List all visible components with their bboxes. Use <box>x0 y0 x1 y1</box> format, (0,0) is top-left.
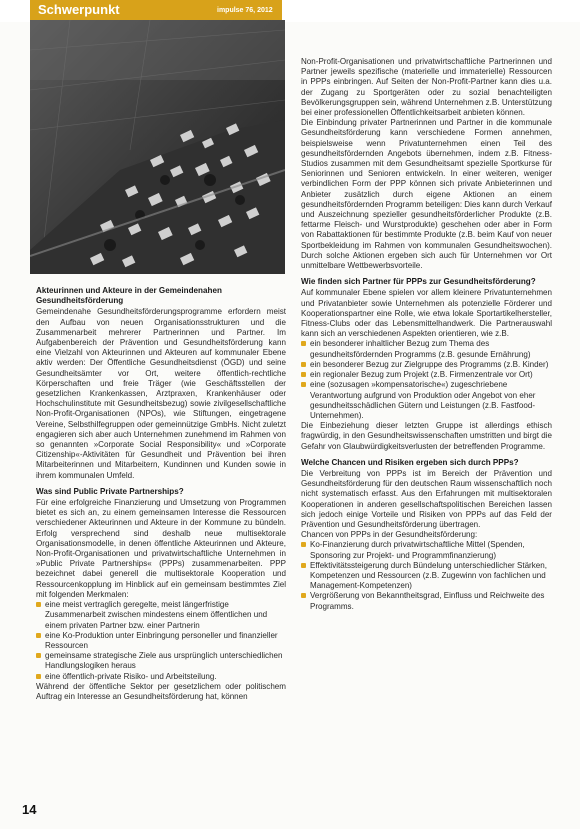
list-item: eine öffentlich-private Risiko- und Arbeitsteilung. <box>36 672 286 682</box>
paragraph-chances-risks: Die Verbreitung von PPPs ist im Bereich der Prävention und Gesundheitsförderung für den deutschen Raum wissenschaftlich noch nicht systematisch erfasst. Aus den Erfahrungen mit multisektoralen Kooperationen in anderen gesellschaftspolitischen Bereichen lassen sich jedoch einige Vorteile und Risiken von PPPs auf das Feld der Prävention und Gesundheitsförderung übertragen. <box>301 468 552 529</box>
list-item: Ko-Finanzierung durch privatwirtschaftliche Mittel (Spenden, Sponsoring zur Projekt- und Programmfinanzierung) <box>301 540 552 560</box>
list-item: ein besonderer inhaltlicher Bezug zum Thema des gesundheitsfördernden Programms (z.B. gesunde Ernährung) <box>301 339 552 359</box>
ppp-features-list <box>36 600 286 682</box>
list-item: ein besonderer Bezug zur Zielgruppe des Programms (z.B. Kinder) <box>301 360 552 370</box>
list-item: Effektivitätssteigerung durch Bündelung unterschiedlicher Stärken, Kompetenzen und Ressourcen (z.B. Zugewinn von fachlichen und Management-Kompetenzen) <box>301 561 552 592</box>
paragraph-ppp-continued: Während der öffentliche Sektor per gesetzlichem oder politischem Auftrag ein Interesse an Gesundheitsförderung hat, können <box>36 681 286 701</box>
heading-ppp-definition: Was sind Public Private Partnerships? <box>36 486 184 496</box>
paragraph-chances-intro: Chancen von PPPs in der Gesundheitsförderung: <box>301 530 478 540</box>
paragraph-private-partners: Die Einbindung privater Partnerinnen und Partner in die kommunale Gesundheitsförderung kann verschiedene Formen annehmen, beispielsweise wenn Privatunternehmen einen Teil des gesundheitsfördernden Angebots übernehmen, indem z.B. Fitness-Studios zusammen mit dem Gesundheitsamt spezielle Sportkurse für Seniorinnen und Senioren entwickeln. In einer weiteren, weniger verbindlichen Form der PPP können sich private Anbieterinnen und Anbieter zusätzlich durch eigene Aktionen an einem gesundheitsfördernden Programm beteiligen: Dies kann durch Verkauf und Auszeichnung spezieller gesundheitsförderlicher Produkte (z.B. fettarme Fleisch- und Wurstprodukte) geschehen oder aber in Form von Rabattaktionen für bestimmte Produkte (z.B. beim Kauf von neuer Sportbekleidung im Rahmen von kommunalen Gesundheitswochen). Durch solche Aktionen ergeben sich auch für Unternehmen vor Ort unmittelbare Wettbewerbsvorteile. <box>301 118 552 271</box>
page-number: 14 <box>22 802 37 817</box>
heading-chances-risks: Welche Chancen und Risiken ergeben sich durch PPPs? <box>301 457 519 467</box>
list-item: gemeinsame strategische Ziele aus ursprünglich unterschiedlichen Handlungslogiken heraus <box>36 651 286 671</box>
paragraph-ppp-definition: Für eine erfolgreiche Finanzierung und Umsetzung von Programmen bietet es sich an, zu einem gemeinsamen Interesse die Ressourcen verschiedener Akteurinnen und Akteure in der Kommune zu bündeln. Erfolg versprechend sind deshalb neue multisektorale Organisationsmodelle, in denen öffentliche Akteurinnen und Akteure, Non-Profit-Organisationen und privatwirtschaftliche Unternehmen in »Public Private Partnerships« (PPPs) zusammenarbeiten. PPP bezeichnet dabei generell die multisektorale Kooperation und Ressourcenkopplung im Hinblick auf ein gemeinsam bestimmtes Ziel mit folgenden Merkmalen: <box>36 498 286 599</box>
left-column <box>36 286 286 702</box>
paragraph-ethics: Die Einbeziehung dieser letzten Gruppe ist allerdings ethisch fragwürdig, in den Gesundheitswissenschaften umstritten und birgt die Gefahr von Glaubwürdigkeitsverlusten der betreffenden Programme. <box>301 421 552 451</box>
partner-criteria-list <box>301 339 552 421</box>
issue-label: impulse 76, 2012 <box>217 7 273 14</box>
list-item: eine meist vertraglich geregelte, meist längerfristige Zusammenarbeit zwischen mindestens einem öffentlichen und einem privaten Partner bzw. einer Partnerin <box>36 600 286 631</box>
list-item: ein regionaler Bezug zum Projekt (z.B. Firmenzentrale vor Ort) <box>301 370 552 380</box>
chances-list <box>301 540 552 611</box>
paragraph-finding-partners: Auf kommunaler Ebene spielen vor allem kleinere Privatunternehmen und Privatanbieter sowie Unternehmen als potenzielle Förderer und Kooperationspartner eine Rolle, wie etwa lokale Sportartikelhersteller, Fitness-Clubs oder das Lebensmittelhandwerk. Die Partnerauswahl kann sich an verschiedenen Aspekten orientieren, wie z.B. <box>301 288 552 339</box>
aerial-photo <box>30 20 285 274</box>
paragraph-resources: Non-Profit-Organisationen und privatwirtschaftliche Partnerinnen und Partner jeweils spezifische (materielle und immaterielle) Ressourcen in PPPs einbringen. Auf Seiten der Non-Profit-Partner kann dies u.a. der Zugang zu Sportgeräten oder zu sozial benachteiligten Bevölkerungsgruppen sein, während Unternehmen z.B. Unterstützung bei einer professionellen Öffentlichkeitsarbeit anbieten können. <box>301 57 552 118</box>
paragraph-akteure: Gemeindenahe Gesundheitsförderungsprogramme erfordern meist den Aufbau von neuen Organisationsstrukturen und die Zusammenarbeit mehrerer Partnerinnen und Partner. Im Aufgabenbereich der Prävention und Gesundheitsförderung kann eine Vielzahl von Akteurinnen und Akteuren auf kommunaler Ebene aktiv werden: Der Öffentliche Gesundheitsdienst (ÖGD) und seine Gesundheitsämter vor Ort, weitere öffentlich-rechtliche Körperschaften und freie Träger (wie Geschäftsstellen der gesetzlichen Krankenkassen, Arztpraxen, Krankenhäuser oder Hochschulinstitute mit Gesundheitsbezug) sowie zivilgesellschaftliche Non-Profit-Organisationen (NPOs), wie Stiftungen, eingetragene Vereine, Selbsthilfegruppen oder gemeinnützige GmbHs. Nicht zuletzt engagieren sich aber auch Unternehmen zunehmend im Rahmen von so genannten »Corporate Social Responsibility« und »Corporate Citizenship«-Aktivitäten für Gesundheit und Prävention bei ihren Mitarbeiterinnen und Mitarbeitern, Kundinnen und Kunden sowie in ihrem kommunalen Umfeld. <box>36 307 286 480</box>
page-header <box>0 0 580 22</box>
list-item: eine Ko-Produktion unter Einbringung personeller und finanzieller Ressourcen <box>36 631 286 651</box>
list-item: Vergrößerung von Bekanntheitsgrad, Einfluss und Reichweite des Programms. <box>301 591 552 611</box>
heading-finding-partners: Wie finden sich Partner für PPPs zur Gesundheitsförderung? <box>301 277 536 287</box>
section-title: Schwerpunkt <box>38 2 120 17</box>
right-column <box>301 57 552 612</box>
heading-akteure: Akteurinnen und Akteure in der Gemeindenahen Gesundheitsförderung <box>36 286 222 306</box>
list-item: eine (sozusagen »kompensatorische«) zugeschriebene Verantwortung aufgrund von Produktion oder Angebot von eher gesundheitsschädlichen Gütern und Leistungen (z.B. Fastfood-Unternehmen). <box>301 380 552 421</box>
